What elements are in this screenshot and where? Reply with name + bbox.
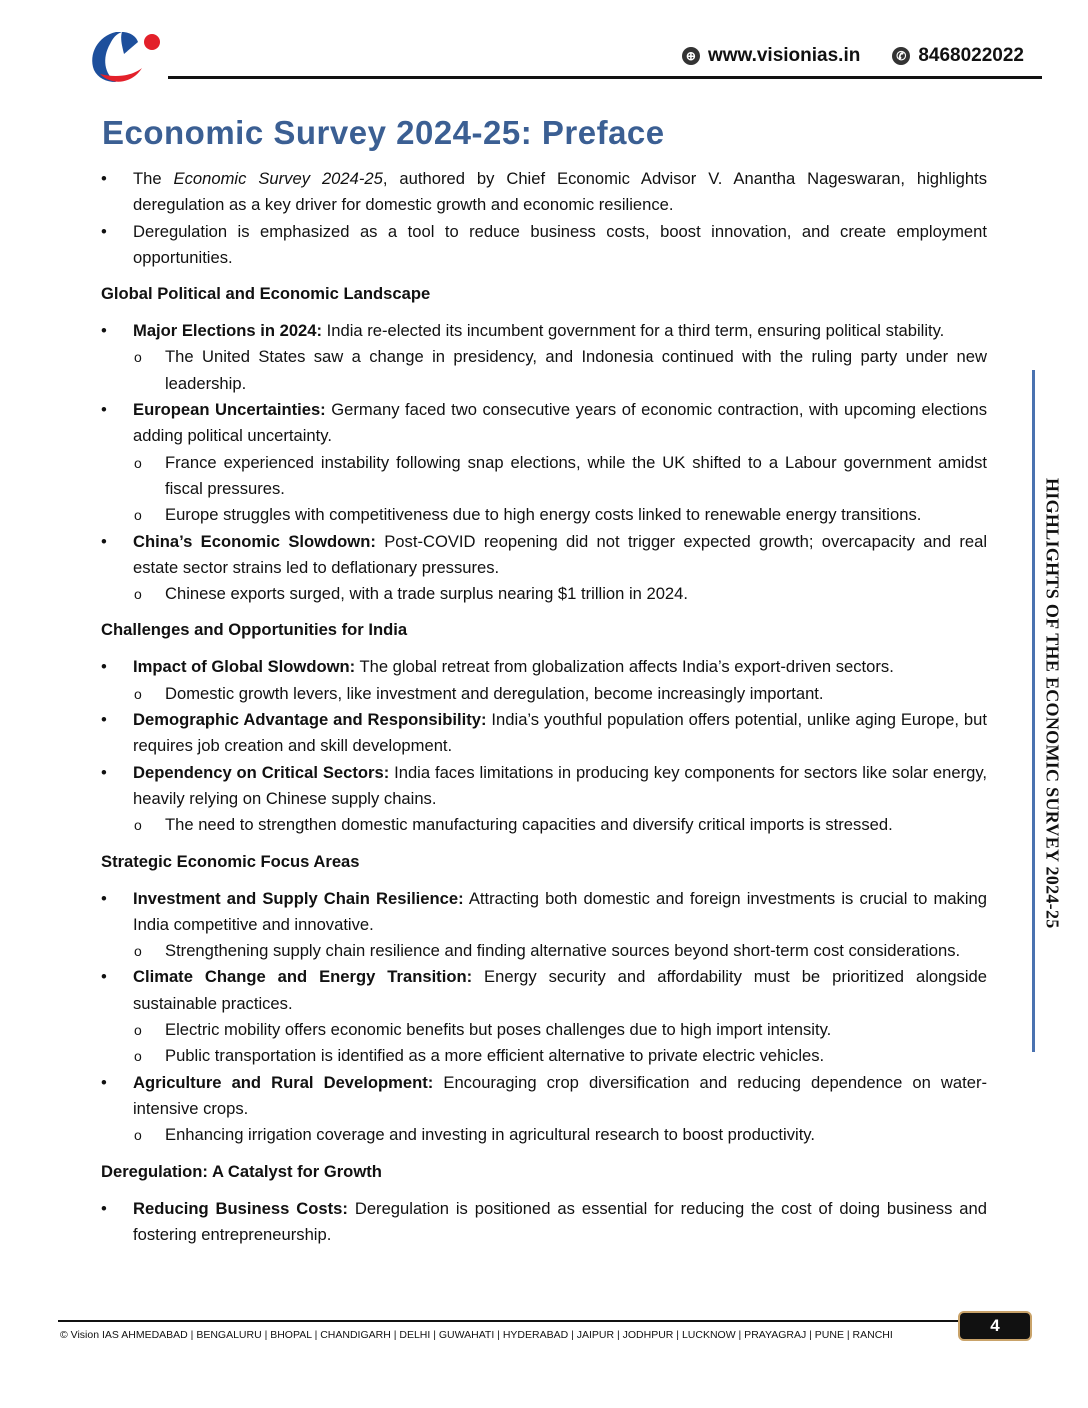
item-label: Climate Change and Energy Transition: xyxy=(133,967,473,987)
vision-ias-logo xyxy=(86,28,162,86)
item-text: India re-elected its incumbent government for a third term, ensuring political stability. xyxy=(322,321,945,341)
item-label: Demographic Advantage and Responsibility: xyxy=(133,710,487,730)
side-rule xyxy=(1032,370,1035,1052)
footer-rule xyxy=(58,1320,958,1322)
section-list xyxy=(101,886,987,1149)
section-heading: Deregulation: A Catalyst for Growth xyxy=(101,1161,382,1181)
globe-icon: ⊕ xyxy=(682,47,700,65)
item-text: Attracting both domestic and foreign investments is crucial to making India competitive and innovative. xyxy=(133,888,987,934)
item-text: The global retreat from globalization affects India’s export-driven sectors. xyxy=(355,657,894,677)
sub-list-item: o France experienced instability following snap elections, while the UK shifted to a Labour government amidst fiscal pressures. xyxy=(101,450,987,503)
phone-number[interactable]: 8468022022 xyxy=(918,45,1024,66)
list-item xyxy=(101,964,987,1017)
document-body xyxy=(101,166,987,1248)
item-label: European Uncertainties: xyxy=(133,400,326,420)
text: Deregulation is emphasized as a tool to reduce business costs, boost innovation, and create employment opportunities. xyxy=(133,221,987,267)
item-text: India’s youthful population offers potential, unlike aging Europe, but requires job creation and skill development. xyxy=(133,710,987,756)
section-list xyxy=(101,654,987,838)
sub-list-item: o The need to strengthen domestic manufacturing capacities and diversify critical imports is stressed. xyxy=(101,812,987,838)
website-link[interactable]: www.visionias.in xyxy=(707,45,861,66)
text: The xyxy=(133,169,174,188)
item-label: Agriculture and Rural Development: xyxy=(133,1072,434,1092)
sections xyxy=(101,281,987,1248)
italic-title: Economic Survey 2024-25 xyxy=(173,169,383,188)
list-item xyxy=(101,654,987,680)
sub-list-item: o Enhancing irrigation coverage and investing in agricultural research to boost productivity. xyxy=(101,1122,987,1148)
item-text: Deregulation is positioned as essential for reducing the cost of doing business and fostering entrepreneurship. xyxy=(133,1198,987,1244)
section-list xyxy=(101,318,987,607)
page-number: 4 xyxy=(958,1311,1032,1341)
sub-list-item: o Strengthening supply chain resilience and finding alternative sources beyond short-term cost considerations. xyxy=(101,938,987,964)
item-label: Investment and Supply Chain Resilience: xyxy=(133,888,464,908)
side-label: HIGHLIGHTS OF THE ECONOMIC SURVEY 2024-25 xyxy=(1042,478,1063,929)
item-text: Energy security and affordability must be prioritized alongside sustainable practices. xyxy=(133,967,988,1013)
page-title: Economic Survey 2024-25: Preface xyxy=(102,114,665,151)
sub-list-item: o Domestic growth levers, like investment and deregulation, become increasingly important. xyxy=(101,681,987,707)
list-item xyxy=(101,886,987,939)
list-item xyxy=(101,219,987,272)
phone-icon: ✆ xyxy=(892,47,910,65)
item-label: Dependency on Critical Sectors: xyxy=(133,762,390,782)
list-item xyxy=(101,318,987,344)
footer-text: © Vision IAS AHMEDABAD | BENGALURU | BHOPAL | CHANDIGARH | DELHI | GUWAHATI | HYDERABAD | JAIPUR | JODHPUR | LUCKNOW | PRAYAGRAJ | PUNE | RANCHI xyxy=(60,1329,893,1341)
sub-list-item: o Chinese exports surged, with a trade surplus nearing $1 trillion in 2024. xyxy=(101,581,987,607)
list-item xyxy=(101,760,987,813)
section-heading: Global Political and Economic Landscape xyxy=(101,284,431,304)
list-item xyxy=(101,529,987,582)
section-list xyxy=(101,1196,987,1249)
item-label: Reducing Business Costs: xyxy=(133,1198,348,1218)
section-heading: Strategic Economic Focus Areas xyxy=(101,851,360,871)
list-item xyxy=(101,397,987,450)
item-text: Post-COVID reopening did not trigger expected growth; overcapacity and real estate sector strains led to deflationary pressures. xyxy=(133,531,988,577)
list-item xyxy=(101,1196,987,1249)
item-label: China’s Economic Slowdown: xyxy=(133,531,376,551)
list-item xyxy=(101,166,987,219)
item-label: Major Elections in 2024: xyxy=(133,321,323,341)
item-text: India faces limitations in producing key components for sectors like solar energy, heavily relying on Chinese supply chains. xyxy=(133,762,987,808)
intro-list xyxy=(101,166,987,271)
sub-list-item: o Europe struggles with competitiveness due to high energy costs linked to renewable energy transitions. xyxy=(101,502,987,528)
item-label: Impact of Global Slowdown: xyxy=(133,657,356,677)
header-contact xyxy=(682,45,1024,67)
sub-list-item: o Electric mobility offers economic benefits but poses challenges due to high import intensity. xyxy=(101,1017,987,1043)
list-item xyxy=(101,707,987,760)
item-text: Germany faced two consecutive years of economic contraction, with upcoming elections adding political uncertainty. xyxy=(133,400,987,446)
text: , authored by Chief Economic Advisor V. Anantha Nageswaran, highlights deregulation as a key driver for domestic growth and economic resilience. xyxy=(133,169,987,215)
sub-list-item: o The United States saw a change in presidency, and Indonesia continued with the ruling party under new leadership. xyxy=(101,344,987,397)
list-item xyxy=(101,1070,987,1123)
sub-list-item: o Public transportation is identified as a more efficient alternative to private electric vehicles. xyxy=(101,1043,987,1069)
item-text: Encouraging crop diversification and reducing dependence on water-intensive crops. xyxy=(133,1072,988,1118)
section-heading: Challenges and Opportunities for India xyxy=(101,620,408,640)
header-rule xyxy=(168,76,1042,79)
